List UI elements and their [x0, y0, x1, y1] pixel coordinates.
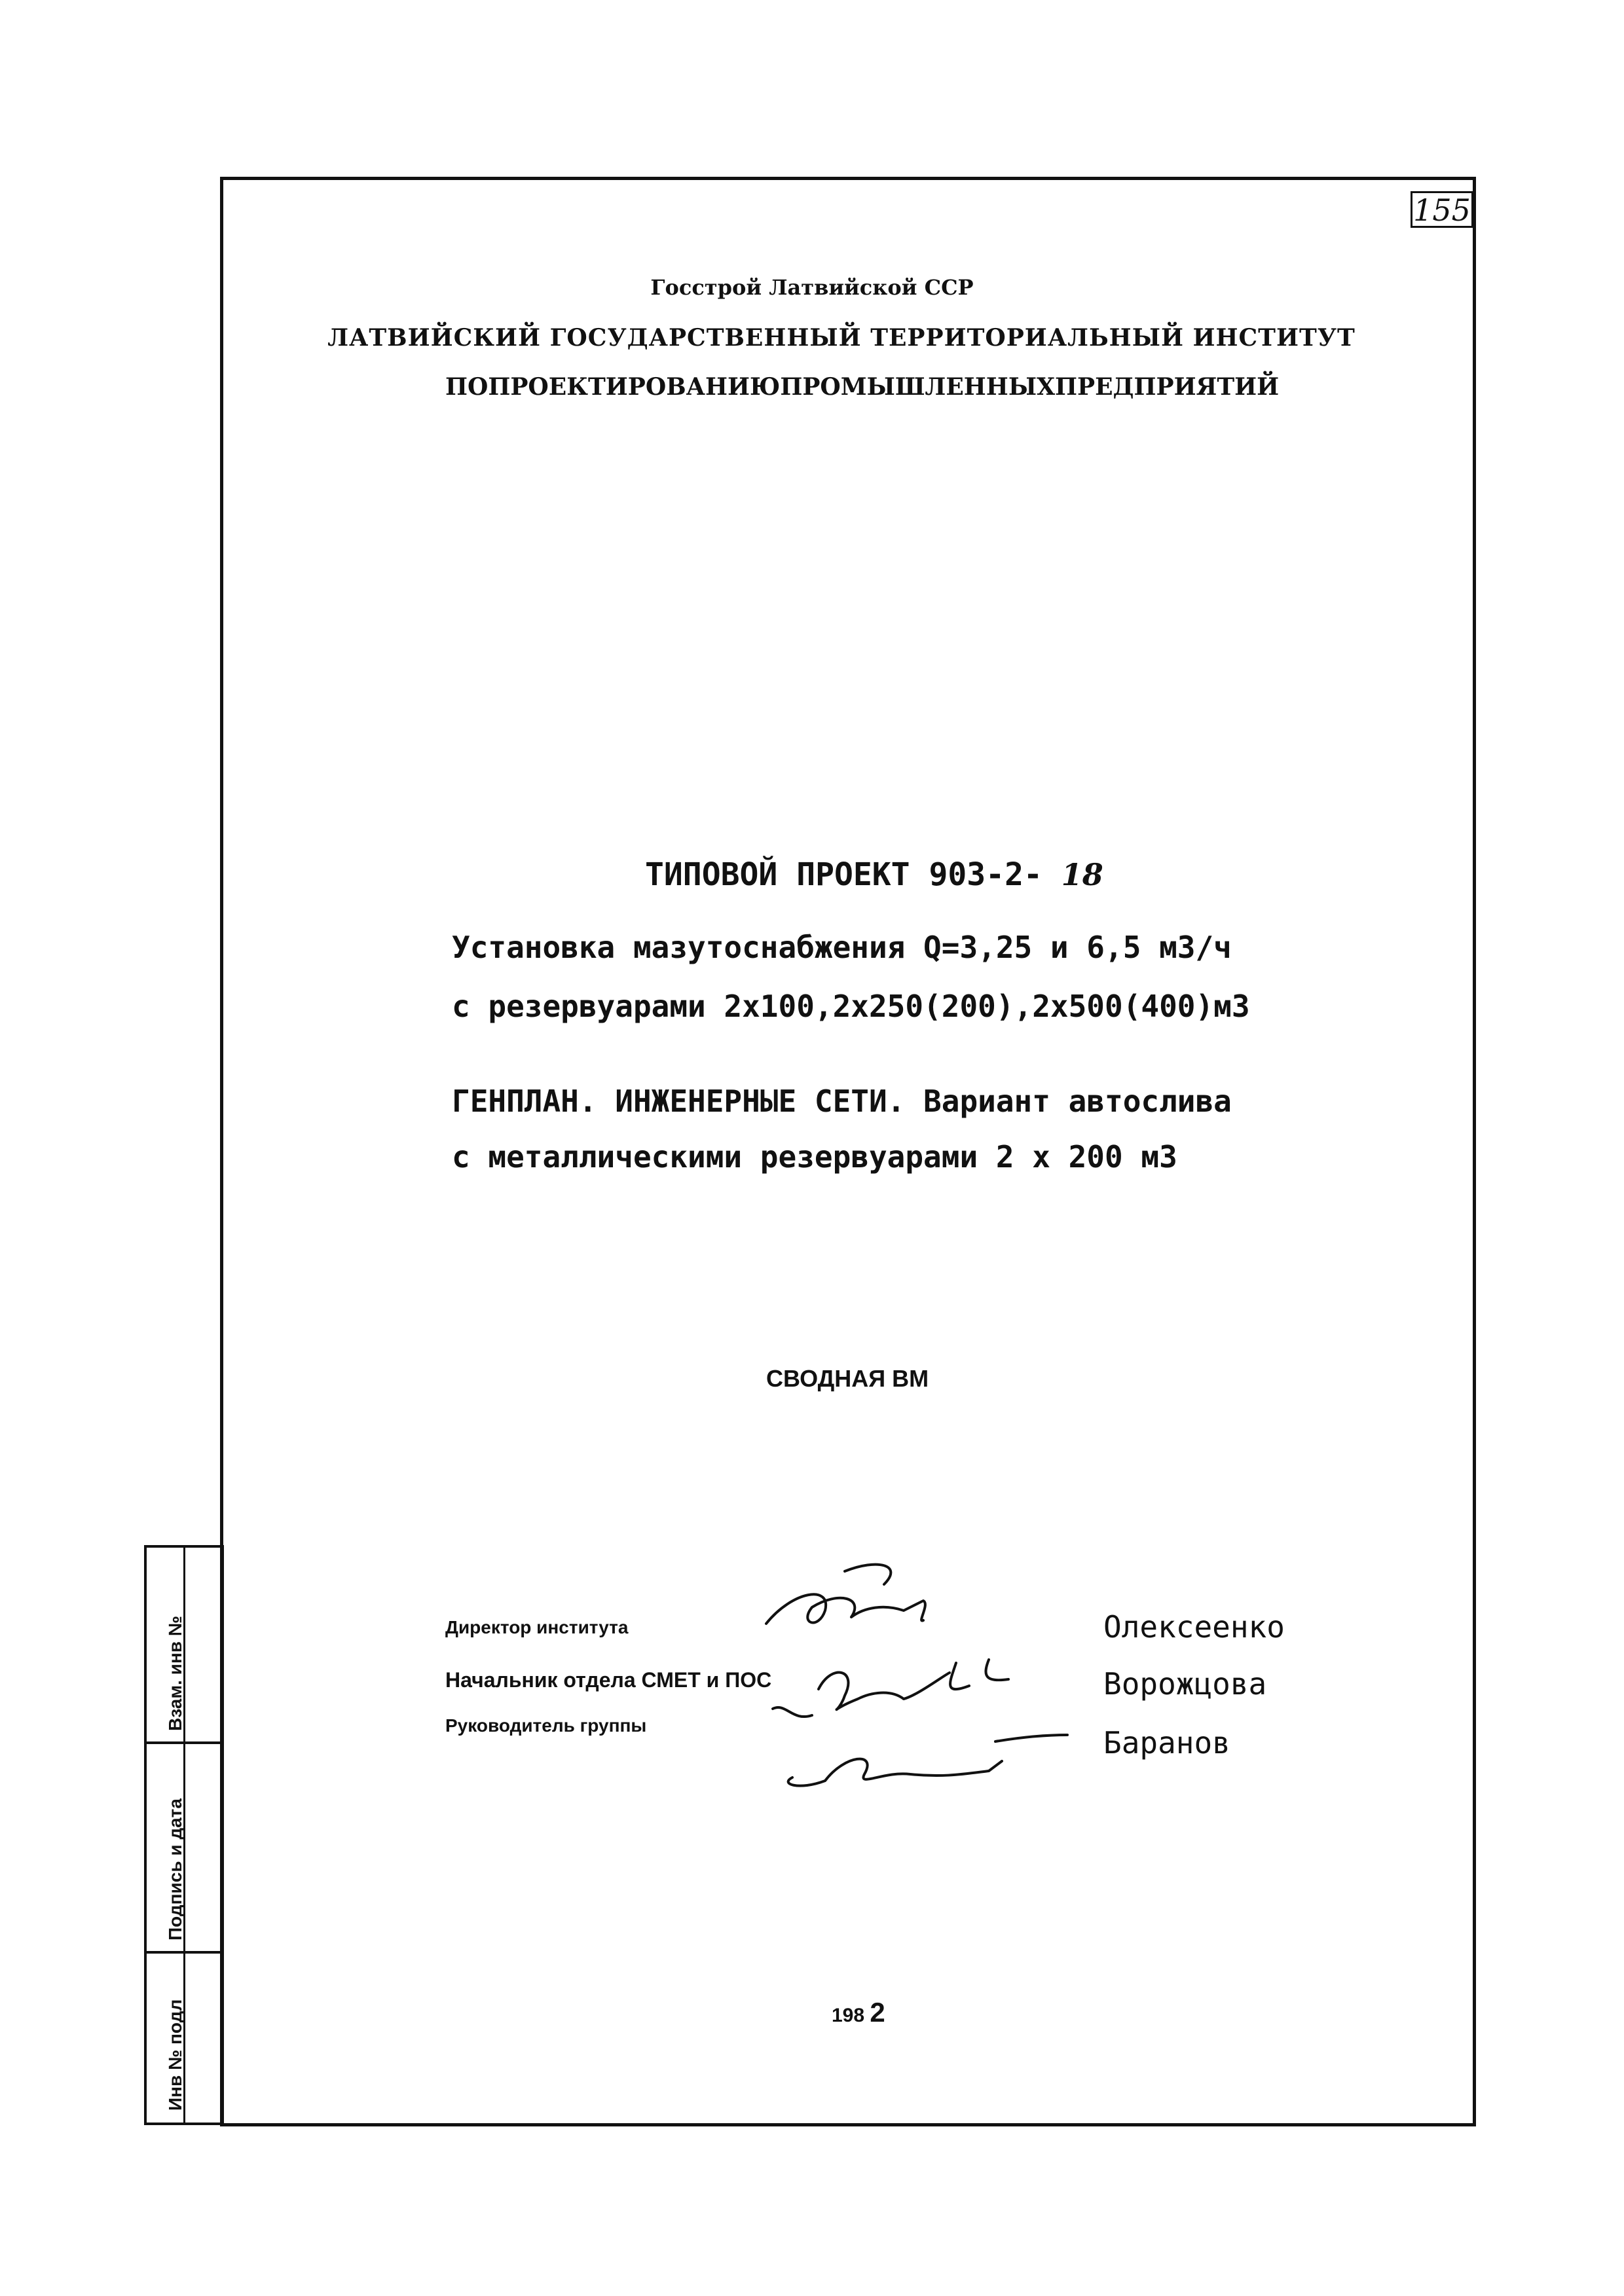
- side-stamp-divider: [147, 1741, 221, 1744]
- side-stamp-divider: [147, 1951, 221, 1954]
- signatory-position: Начальник отдела СМЕТ и ПОС: [445, 1668, 772, 1692]
- signature-3: [788, 1735, 1067, 1786]
- org-word: ПРЕДПРИЯТИЙ: [1055, 373, 1280, 401]
- org-word: ПРОМЫШЛЕННЫХ: [780, 373, 1056, 401]
- project-description-line: с металлическими резервуарами 2 х 200 м3: [452, 1139, 1177, 1175]
- year-handwritten: 2: [870, 1997, 885, 2028]
- org-institute-purpose: [445, 373, 1280, 401]
- signature-2: [773, 1660, 1008, 1717]
- project-description-line: с резервуарами 2х100,2х250(200),2х500(400)м3: [452, 989, 1250, 1024]
- project-title: [645, 856, 1103, 893]
- signature-1: [766, 1565, 925, 1624]
- project-description-line: ГЕНПЛАН. ИНЖЕНЕРНЫЕ СЕТИ. Вариант автослива: [452, 1084, 1232, 1119]
- section-title: СВОДНАЯ ВМ: [766, 1365, 929, 1392]
- document-year: [832, 1997, 885, 2028]
- project-title-typed: ТИПОВОЙ ПРОЕКТ 903-2-: [645, 856, 1043, 893]
- side-stamp-table: [144, 1545, 224, 2125]
- project-description-line: Установка мазутоснабжения Q=3,25 и 6,5 м3/ч: [452, 930, 1232, 965]
- org-ministry: Госстрой Латвийской ССР: [650, 275, 974, 300]
- stamp-label-original-inventory: Инв № подл: [165, 1999, 185, 2111]
- org-word: ПРОЕКТИРОВАНИЮ: [488, 373, 781, 401]
- project-number-handwritten: 18: [1061, 857, 1103, 892]
- signatory-name: Олексеенко: [1103, 1609, 1285, 1645]
- signatory-position: Директор института: [445, 1617, 629, 1637]
- handwritten-signatures: [753, 1545, 1094, 1820]
- year-printed: 198: [832, 2005, 865, 2026]
- signatory-position: Руководитель группы: [445, 1715, 647, 1736]
- sheet-number: 155: [1411, 191, 1473, 228]
- org-institute: ЛАТВИЙСКИЙ ГОСУДАРСТВЕННЫЙ ТЕРРИТОРИАЛЬНЫЙ ИНСТИТУТ: [327, 324, 1356, 352]
- signatory-name: Ворожцова: [1103, 1666, 1267, 1702]
- signatory-name: Баранов: [1103, 1725, 1230, 1760]
- stamp-label-signature-date: Подпись и дата: [165, 1798, 185, 1941]
- stamp-label-replacement-inventory: Взам. инв №: [165, 1616, 185, 1731]
- org-word: ПО: [445, 373, 489, 401]
